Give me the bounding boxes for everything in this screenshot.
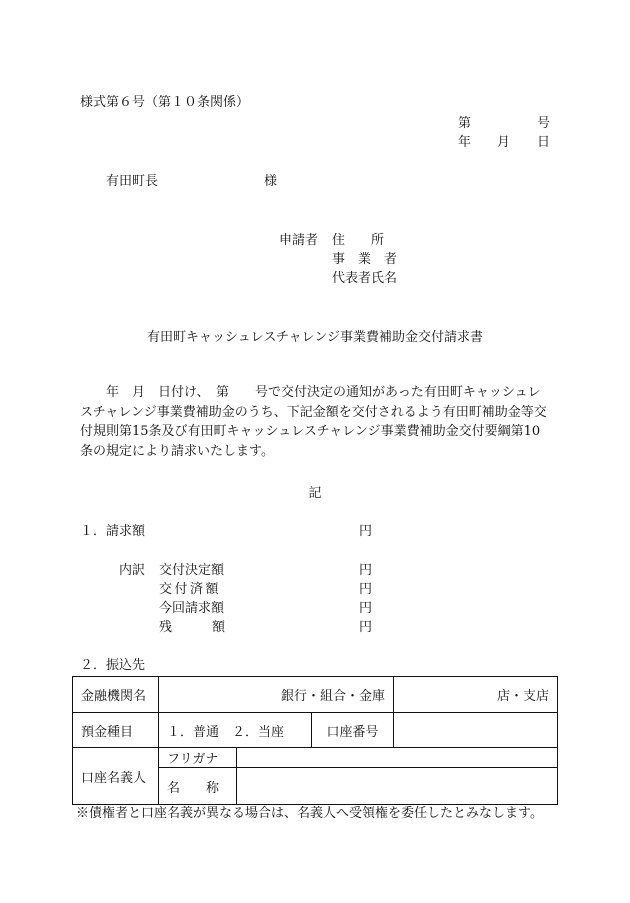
furigana-label: フリガナ bbox=[159, 748, 237, 768]
body-text: 年 月 日付け、 第 号で交付決定の通知があった有田町キャッシュレスチャレンジ事業費補助金のうち、下記金額を交付されるよう有田町補助金等交付規則第15条及び有田町キャッシュレスチャレンジ事業費補助金交付要綱第10条の規定により請求いたします。 bbox=[80, 385, 547, 459]
name-field[interactable] bbox=[237, 768, 558, 805]
document-title: 有田町キャッシュレスチャレンジ事業費補助金交付請求書 bbox=[146, 330, 484, 345]
applicant-representative-label: 代表者氏名 bbox=[332, 271, 398, 286]
furigana-field[interactable] bbox=[237, 748, 558, 768]
transfer-heading: ２．振込先 bbox=[80, 658, 146, 673]
doc-date-month: 月 bbox=[497, 135, 511, 150]
breakdown-item-unit: 円 bbox=[359, 563, 373, 578]
applicant-label: 申請者 bbox=[279, 233, 319, 248]
bank-account-table bbox=[72, 676, 558, 805]
addressee-honorific: 様 bbox=[264, 174, 278, 189]
ki-heading: 記 bbox=[308, 486, 322, 501]
bank-types[interactable]: 銀行・組合・金庫 bbox=[159, 677, 394, 713]
name-label: 名 称 bbox=[159, 768, 237, 805]
doc-number-dai: 第 bbox=[458, 116, 472, 131]
institution-label: 金融機関名 bbox=[73, 677, 159, 713]
doc-date-day: 日 bbox=[537, 135, 551, 150]
deposit-type-label: 預金種目 bbox=[73, 713, 159, 748]
doc-number-go: 号 bbox=[537, 116, 551, 131]
note: ※債権者と口座名義が異なる場合は、名義人へ受領権を委任したとみなします。 bbox=[76, 806, 543, 821]
applicant-business-label: 事 業 者 bbox=[332, 252, 398, 267]
holder-label: 口座名義人 bbox=[73, 748, 159, 805]
breakdown-item-unit: 円 bbox=[359, 582, 373, 597]
breakdown-item-label: 交付決定額 bbox=[159, 563, 225, 578]
request-unit: 円 bbox=[359, 524, 373, 539]
breakdown-item-label: 交付済額 bbox=[159, 582, 222, 597]
deposit-options[interactable]: １．普通 ２．当座 bbox=[159, 713, 312, 748]
account-number-field[interactable] bbox=[394, 713, 558, 748]
branch-types[interactable]: 店・支店 bbox=[394, 677, 558, 713]
account-number-label: 口座番号 bbox=[312, 713, 394, 748]
breakdown-item-unit: 円 bbox=[359, 620, 373, 635]
addressee-name: 有田町長 bbox=[106, 174, 159, 189]
breakdown-item-label: 今回請求額 bbox=[159, 601, 225, 616]
breakdown-item-unit: 円 bbox=[359, 601, 373, 616]
breakdown-label: 内訳 bbox=[119, 563, 146, 578]
doc-date-year: 年 bbox=[458, 135, 472, 150]
applicant-address-label: 住 所 bbox=[332, 233, 385, 248]
request-heading: １．請求額 bbox=[80, 524, 146, 539]
form-number: 様式第６号（第１０条関係） bbox=[80, 95, 250, 110]
breakdown-item-label: 残額 bbox=[159, 620, 266, 635]
